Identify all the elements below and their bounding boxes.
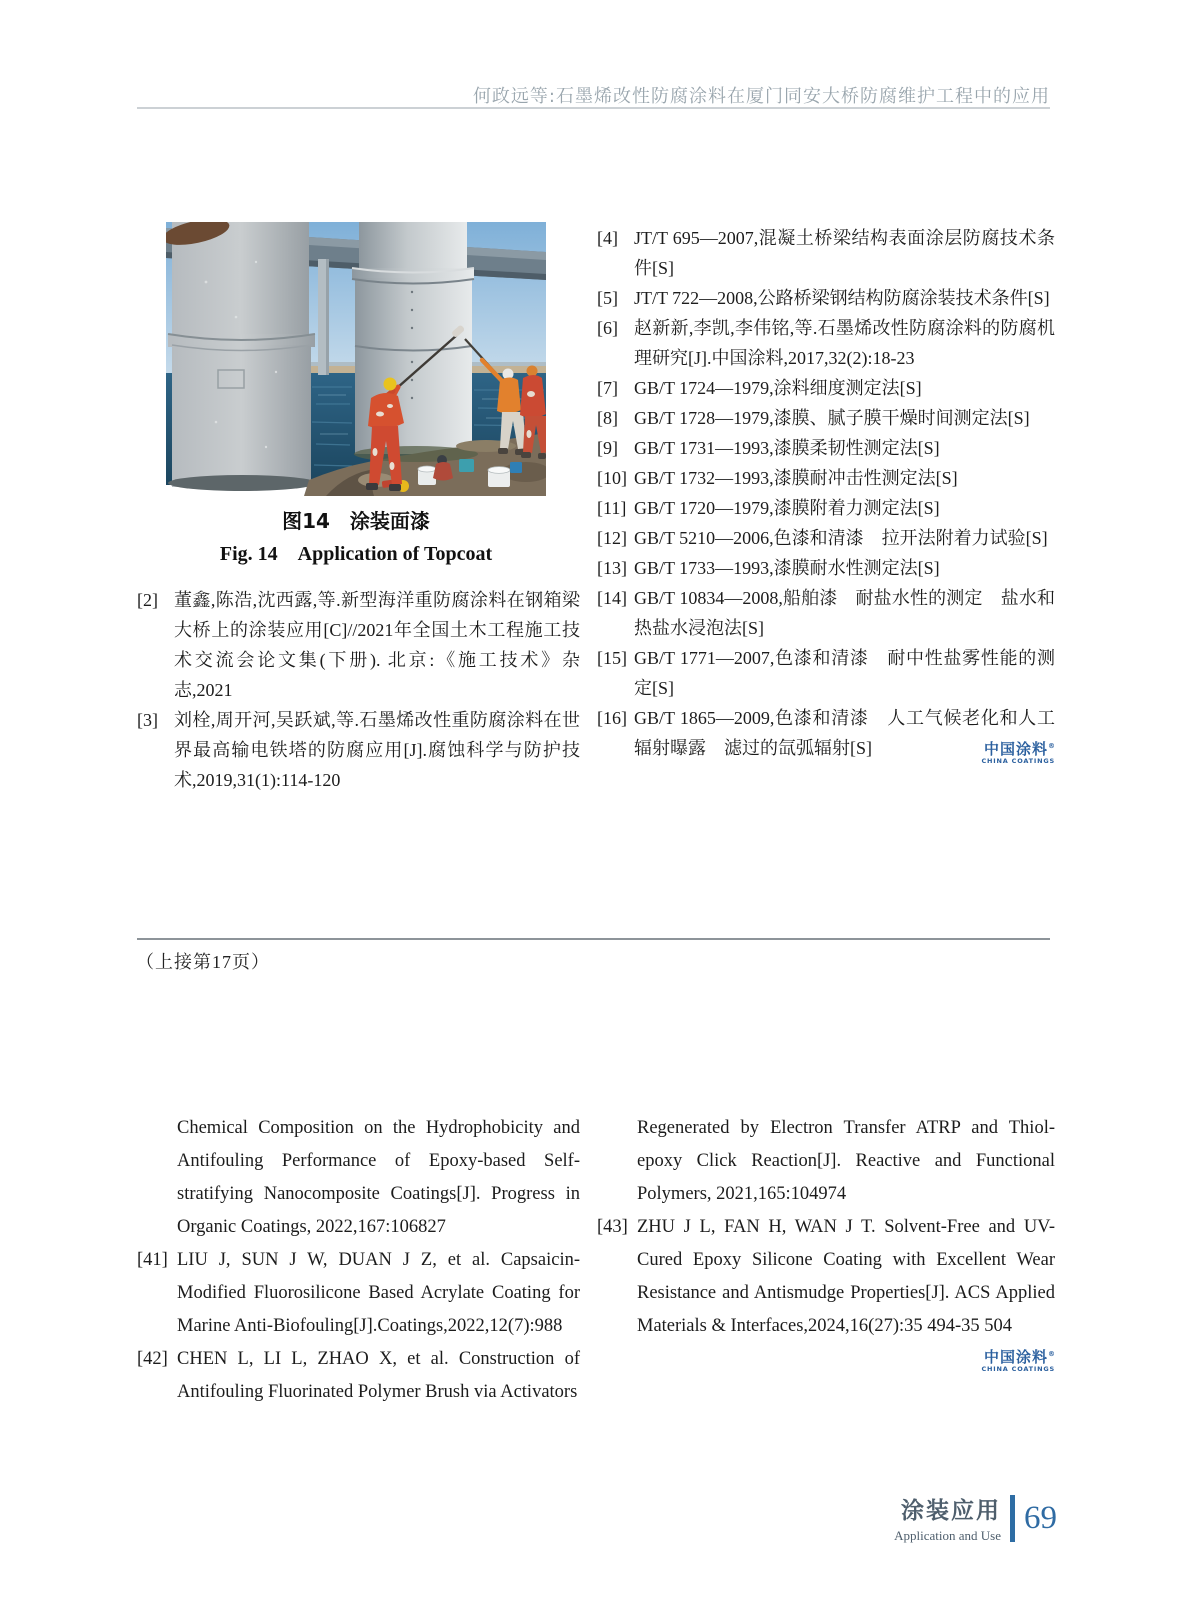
reference-number: [16]: [597, 708, 627, 728]
china-coatings-logo: [963, 1346, 1055, 1374]
reference-text: JT/T 722—2008,公路桥梁钢结构防腐涂装技术条件[S]: [634, 288, 1050, 308]
footer-section-title: [894, 1492, 1001, 1544]
reference-item: [137, 705, 580, 795]
reference-number: [9]: [597, 438, 618, 458]
continued-from-note: （上接第17页）: [136, 952, 270, 972]
reference-number: [15]: [597, 648, 627, 668]
section-divider-rule: [137, 938, 1050, 940]
reference-text: 赵新新,李凯,李伟铭,等.石墨烯改性防腐涂料的防腐机理研究[J].中国涂料,2017,32(2):18-23: [634, 318, 1055, 368]
running-head: 何政远等:石墨烯改性防腐涂料在厦门同安大桥防腐维护工程中的应用: [472, 86, 1050, 107]
reference-number: [13]: [597, 558, 627, 578]
reference-number: [7]: [597, 378, 618, 398]
logo-text-cn: 中国涂料®: [983, 740, 1055, 758]
reference-item: [597, 643, 1055, 703]
reference-number: [14]: [597, 588, 627, 608]
figure-photo-bridge-pier-painting: [166, 222, 546, 496]
reference-text: GB/T 10834—2008,船舶漆 耐盐水性的测定 盐水和热盐水浸泡法[S]: [634, 588, 1055, 638]
reference-number: [6]: [597, 318, 618, 338]
reference-item: [597, 553, 1055, 583]
reference-text: GB/T 1728—1979,漆膜、腻子膜干燥时间测定法[S]: [634, 408, 1030, 428]
reference-number: [12]: [597, 528, 627, 548]
reference-text: CHEN L, LI L, ZHAO X, et al. Construction of Antifouling Fluorinated Polymer Brush via Activators: [177, 1349, 580, 1402]
reference-number: [5]: [597, 288, 618, 308]
reference-text: GB/T 1720—1979,漆膜附着力测定法[S]: [634, 498, 940, 518]
registered-mark: ®: [1048, 1350, 1055, 1358]
reference-number: [42]: [137, 1349, 168, 1369]
references-en-left-column: [137, 1112, 580, 1409]
reference-number: [597, 1112, 637, 1211]
reference-text: GB/T 1771—2007,色漆和清漆 耐中性盐雾性能的测定[S]: [634, 648, 1055, 698]
footer-section-en: Application and Use: [894, 1528, 1001, 1543]
reference-number: [8]: [597, 408, 618, 428]
references-cn-left-column: [137, 585, 580, 795]
figure-caption-en: Fig. 14 Application of Topcoat: [219, 543, 493, 565]
logo-text-en: CHINA COATINGS: [981, 1365, 1055, 1373]
reference-item: [597, 433, 1055, 463]
reference-text: LIU J, SUN J W, DUAN J Z, et al. Capsaicin-Modified Fluorosilicone Based Acrylate Coating for Marine Anti-Biofouling[J].Coatings,2022,12(7):988: [177, 1250, 580, 1336]
reference-text: Chemical Composition on the Hydrophobicity and Antifouling Performance of Epoxy-based Self-stratifying Nanocomposite Coatings[J]. Progress in Organic Coatings, 2022,167:106827: [177, 1118, 580, 1237]
reference-text: GB/T 1733—1993,漆膜耐水性测定法[S]: [634, 558, 940, 578]
page-footer: [860, 1492, 1057, 1544]
reference-item: [137, 585, 580, 705]
reference-text: GB/T 1865—2009,色漆和清漆 人工气候老化和人工辐射曝露 滤过的氙弧辐射[S]: [634, 708, 1055, 758]
reference-item: [137, 1343, 580, 1409]
reference-item: [597, 283, 1055, 313]
figure-14: [166, 222, 546, 566]
reference-text: GB/T 1724—1979,涂料细度测定法[S]: [634, 378, 922, 398]
references-cn-right-column: [597, 223, 1055, 763]
reference-text: JT/T 695—2007,混凝土桥梁结构表面涂层防腐技术条件[S]: [634, 228, 1055, 278]
reference-text: GB/T 5210—2006,色漆和清漆 拉开法附着力试验[S]: [634, 528, 1048, 548]
reference-text: Regenerated by Electron Transfer ATRP and Thiol-epoxy Click Reaction[J]. Reactive and Functional Polymers, 2021,165:104974: [637, 1118, 1055, 1204]
header-rule: [137, 107, 1050, 109]
reference-text: GB/T 1731—1993,漆膜柔韧性测定法[S]: [634, 438, 940, 458]
reference-item: [597, 1112, 1055, 1211]
reference-text: ZHU J L, FAN H, WAN J T. Solvent-Free and UV-Cured Epoxy Silicone Coating with Excellent Wear Resistance and Antismudge Properties[J]. ACS Applied Materials & Interfaces,2024,16(27):35 494-35 504: [637, 1217, 1055, 1336]
reference-item: [597, 223, 1055, 283]
reference-item: [597, 403, 1055, 433]
reference-item: [137, 1112, 580, 1244]
reference-number: [11]: [597, 498, 627, 518]
reference-number: [3]: [137, 710, 158, 730]
page-number: 69: [1024, 1499, 1057, 1536]
figure-caption-cn: 图14 涂装面漆: [282, 509, 430, 533]
references-en-right-column: [597, 1112, 1055, 1343]
reference-number: [10]: [597, 468, 627, 488]
reference-number: [137, 1112, 177, 1244]
reference-item: [597, 1211, 1055, 1343]
reference-item: [597, 583, 1055, 643]
registered-mark: ®: [1048, 742, 1055, 750]
reference-item: [597, 313, 1055, 373]
footer-divider-bar: [1010, 1495, 1015, 1542]
reference-number: [43]: [597, 1217, 628, 1237]
reference-text: GB/T 1732—1993,漆膜耐冲击性测定法[S]: [634, 468, 958, 488]
reference-item: [597, 493, 1055, 523]
china-coatings-logo: [963, 738, 1055, 766]
reference-text: 董鑫,陈浩,沈西露,等.新型海洋重防腐涂料在钢箱梁大桥上的涂装应用[C]//2021年全国土木工程施工技术交流会论文集(下册). 北京:《施工技术》杂志,2021: [174, 590, 580, 700]
reference-number: [4]: [597, 228, 618, 248]
reference-number: [41]: [137, 1250, 168, 1270]
logo-text-en: CHINA COATINGS: [981, 757, 1055, 765]
footer-section-cn: 涂装应用: [901, 1498, 1001, 1524]
reference-item: [597, 373, 1055, 403]
reference-item: [597, 523, 1055, 553]
logo-text-cn: 中国涂料®: [983, 1348, 1055, 1366]
reference-text: 刘栓,周开河,吴跃斌,等.石墨烯改性重防腐涂料在世界最高输电铁塔的防腐应用[J].腐蚀科学与防护技术,2019,31(1):114-120: [174, 710, 580, 790]
reference-item: [137, 1244, 580, 1343]
reference-item: [597, 463, 1055, 493]
reference-number: [2]: [137, 590, 158, 610]
